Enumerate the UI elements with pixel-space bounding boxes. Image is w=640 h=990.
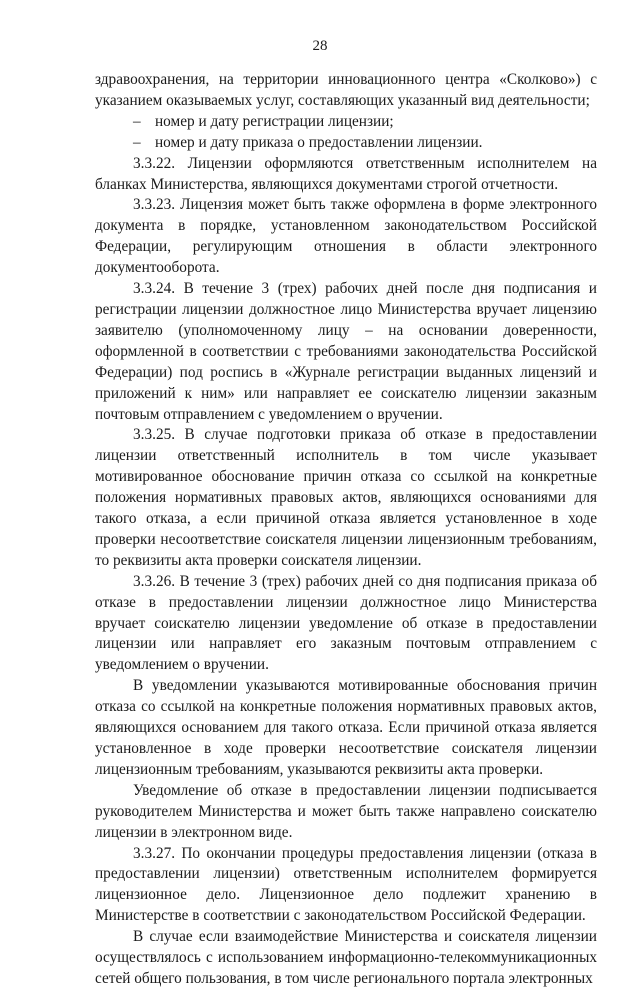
paragraph-3-3-22: 3.3.22. Лицензии оформляются ответственным исполнителем на бланках Министерства, являющихся документами строгой отчетности.	[95, 154, 597, 193]
dash-bullet: –	[133, 133, 141, 151]
paragraph-3-3-25: 3.3.25. В случае подготовки приказа об отказе в предоставлении лицензии ответственный исполнитель в том числе указывает мотивированное обоснование причин отказа со ссылкой на конкретные положения нормативных правовых актов, являющихся основаниями для такого отказа, а если причиной отказа является установленное в ходе проверки несоответствие соискателя лицензии лицензионным требованиям, то реквизиты акта проверки соискателя лицензии.	[95, 426, 597, 569]
paragraph-electronic-interaction: В случае если взаимодействие Министерства и соискателя лицензии осуществлялось с использованием информационно-телекоммуникационных сетей общего пользования, в том числе регионального портала электронных	[95, 928, 597, 987]
list-item	[95, 133, 597, 154]
paragraph-refusal-notice: В уведомлении указываются мотивированные обоснования причин отказа со ссылкой на конкретные положения нормативных правовых актов, являющихся основанием для такого отказа. Если причиной отказа является установленное в ходе проверки несоответствие соискателя лицензии лицензионным требованиям, указываются реквизиты акта проверки.	[95, 677, 597, 778]
paragraph-3-3-23: 3.3.23. Лицензия может быть также оформлена в форме электронного документа в порядке, установленном законодательством Российской Федерации, регулирующим отношения в области электронного документооборота.	[95, 196, 597, 277]
document-body	[95, 70, 597, 990]
paragraph-3-3-26: 3.3.26. В течение 3 (трех) рабочих дней со дня подписания приказа об отказе в предоставлении лицензии должностное лицо Министерства вручает соискателю лицензии уведомление об отказе в предоставлении лицензии или направляет его заказным почтовым отправлением с уведомлением о вручении.	[95, 572, 597, 674]
paragraph-3-3-24: 3.3.24. В течение 3 (трех) рабочих дней после дня подписания и регистрации лицензии должностное лицо Министерства вручает лицензию заявителю (уполномоченному лицу – на основании доверенности, оформленной в соответствии с требованиями законодательства Российской Федерации) под роспись в «Журнале регистрации выданных лицензий и приложений к ним» или направляет ее соискателю лицензии заказным почтовым отправлением с уведомлением о вручении.	[95, 280, 597, 423]
paragraph-3-3-27: 3.3.27. По окончании процедуры предоставления лицензии (отказа в предоставлении лицензии) ответственным исполнителем формируется лицензионное дело. Лицензионное дело подлежит хранению в Министерстве в соответствии с законодательством Российской Федерации.	[95, 844, 597, 925]
list-item	[95, 112, 597, 133]
list-item-text: номер и дату регистрации лицензии;	[155, 112, 394, 130]
list-item-text: номер и дату приказа о предоставлении лицензии.	[155, 133, 483, 151]
paragraph-notice-signing: Уведомление об отказе в предоставлении лицензии подписывается руководителем Министерства и может быть также направлено соискателю лицензии в электронном виде.	[95, 781, 597, 841]
dash-bullet: –	[133, 112, 141, 130]
page-number: 28	[312, 38, 328, 54]
paragraph-continuation: здравоохранения, на территории инновационного центра «Сколково») с указанием оказываемых услуг, составляющих указанный вид деятельности;	[95, 71, 597, 109]
